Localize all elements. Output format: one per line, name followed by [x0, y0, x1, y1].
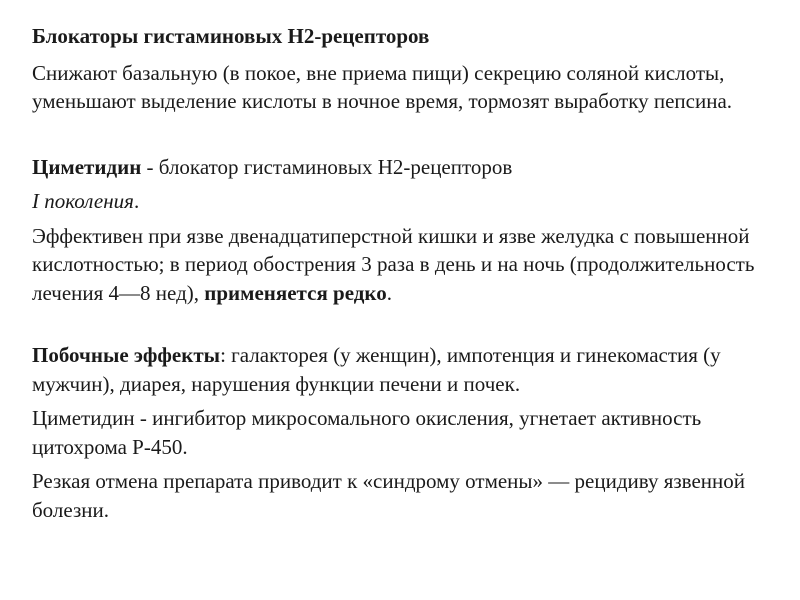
efficacy-bold: применяется редко [204, 280, 387, 305]
cimetidine-generation-dot: . [133, 189, 140, 213]
slide-content [32, 22, 782, 524]
withdrawal-paragraph: Резкая отмена препарата приводит к «синдрому отмены» — рецидиву язвенной болезни. [32, 469, 745, 522]
efficacy-text: Эффективен при язве двенадцатиперстной кишки и язве желудка с повышенной кислотностью; в период обострения 3 раза в день и на ночь (продолжительность лечения 4—8 нед), [32, 223, 755, 305]
intro-paragraph: Снижают базальную (в покое, вне приема пищи) секрецию соляной кислоты, уменьшают выделение кислоты в ночное время, тормозят выработку пепсина. [32, 60, 733, 113]
cimetidine-desc: - блокатор гистаминовых Н2-рецепторов [141, 154, 513, 179]
inhibitor-paragraph: Циметидин - ингибитор микросомального окисления, угнетает активность цитохрома Р-450. [32, 406, 702, 459]
side-effects-paragraph [32, 341, 782, 398]
slide-title: Блокаторы гистаминовых Н2-рецепторов [32, 24, 430, 48]
cimetidine-name: Циметидин [32, 154, 142, 179]
cimetidine-generation-line [32, 187, 782, 216]
cimetidine-generation: I поколения [32, 189, 134, 213]
cimetidine-heading [32, 153, 782, 182]
side-effects-label: Побочные эффекты [32, 343, 221, 367]
efficacy-paragraph [32, 222, 782, 308]
side-effects-text: : галакторея (у женщин), импотенция и гинекомастия (у мужчин), диарея, нарушения функции печени и почек. [32, 343, 721, 396]
efficacy-end: . [386, 280, 392, 305]
